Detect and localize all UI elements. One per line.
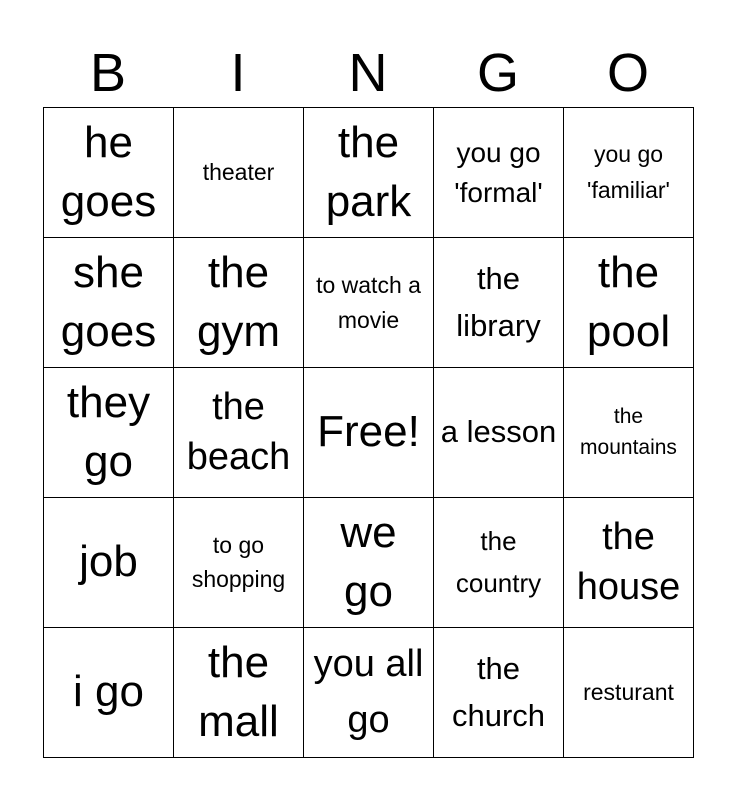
bingo-cell[interactable] <box>44 108 174 238</box>
bingo-cell[interactable] <box>564 368 694 498</box>
cell-text: resturant <box>583 679 674 706</box>
bingo-cell[interactable] <box>174 368 304 498</box>
bingo-cell[interactable] <box>174 238 304 368</box>
bingo-cell[interactable] <box>44 628 174 758</box>
cell-text: the gym <box>196 248 281 356</box>
cell-text: you go 'formal' <box>454 137 543 208</box>
cell-text: they go <box>66 378 151 486</box>
header-letter-g: G <box>476 43 519 103</box>
bingo-cell[interactable] <box>44 498 174 628</box>
header-letter-o: O <box>606 43 649 103</box>
cell-text: to watch a movie <box>316 272 421 333</box>
cell-text: the mountains <box>580 405 677 459</box>
cell-text: he goes <box>60 118 157 226</box>
bingo-cell[interactable] <box>304 368 434 498</box>
header-letter-b: B <box>89 43 127 103</box>
bingo-cell[interactable] <box>434 368 564 498</box>
cell-text: the country <box>455 525 542 598</box>
cell-text: the house <box>576 516 681 608</box>
bingo-cell[interactable] <box>304 628 434 758</box>
cell-text: to go shopping <box>191 532 286 592</box>
cell-text: the park <box>325 118 412 226</box>
bingo-cell[interactable] <box>434 498 564 628</box>
bingo-cell[interactable] <box>304 498 434 628</box>
cell-text: a lesson <box>440 414 557 450</box>
bingo-cell[interactable] <box>44 368 174 498</box>
cell-text: theater <box>202 159 275 186</box>
cell-text: the beach <box>186 386 291 478</box>
bingo-header <box>43 40 693 106</box>
bingo-cell[interactable] <box>44 238 174 368</box>
bingo-card-grid <box>43 107 694 758</box>
bingo-cell[interactable] <box>304 238 434 368</box>
cell-text: you go 'familiar' <box>587 140 670 203</box>
bingo-cell[interactable] <box>174 108 304 238</box>
cell-text: the pool <box>586 248 671 356</box>
cell-text: the church <box>451 651 546 733</box>
cell-text: she goes <box>60 248 157 356</box>
bingo-cell[interactable] <box>564 498 694 628</box>
cell-text: we go <box>340 508 397 616</box>
bingo-cell[interactable] <box>564 108 694 238</box>
header-letter-n: N <box>348 43 388 103</box>
bingo-cell[interactable] <box>564 238 694 368</box>
bingo-cell[interactable] <box>304 108 434 238</box>
bingo-cell[interactable] <box>434 108 564 238</box>
bingo-cell[interactable] <box>564 628 694 758</box>
bingo-cell[interactable] <box>434 628 564 758</box>
cell-text: the library <box>456 261 541 343</box>
cell-text: you all go <box>313 643 424 741</box>
cell-text: i go <box>73 667 144 717</box>
bingo-cell[interactable] <box>174 628 304 758</box>
free-space-label: Free! <box>317 407 420 457</box>
bingo-cell[interactable] <box>174 498 304 628</box>
header-letter-i: I <box>230 43 246 103</box>
bingo-cell[interactable] <box>434 238 564 368</box>
cell-text: job <box>79 537 138 587</box>
cell-text: the mall <box>198 638 279 746</box>
